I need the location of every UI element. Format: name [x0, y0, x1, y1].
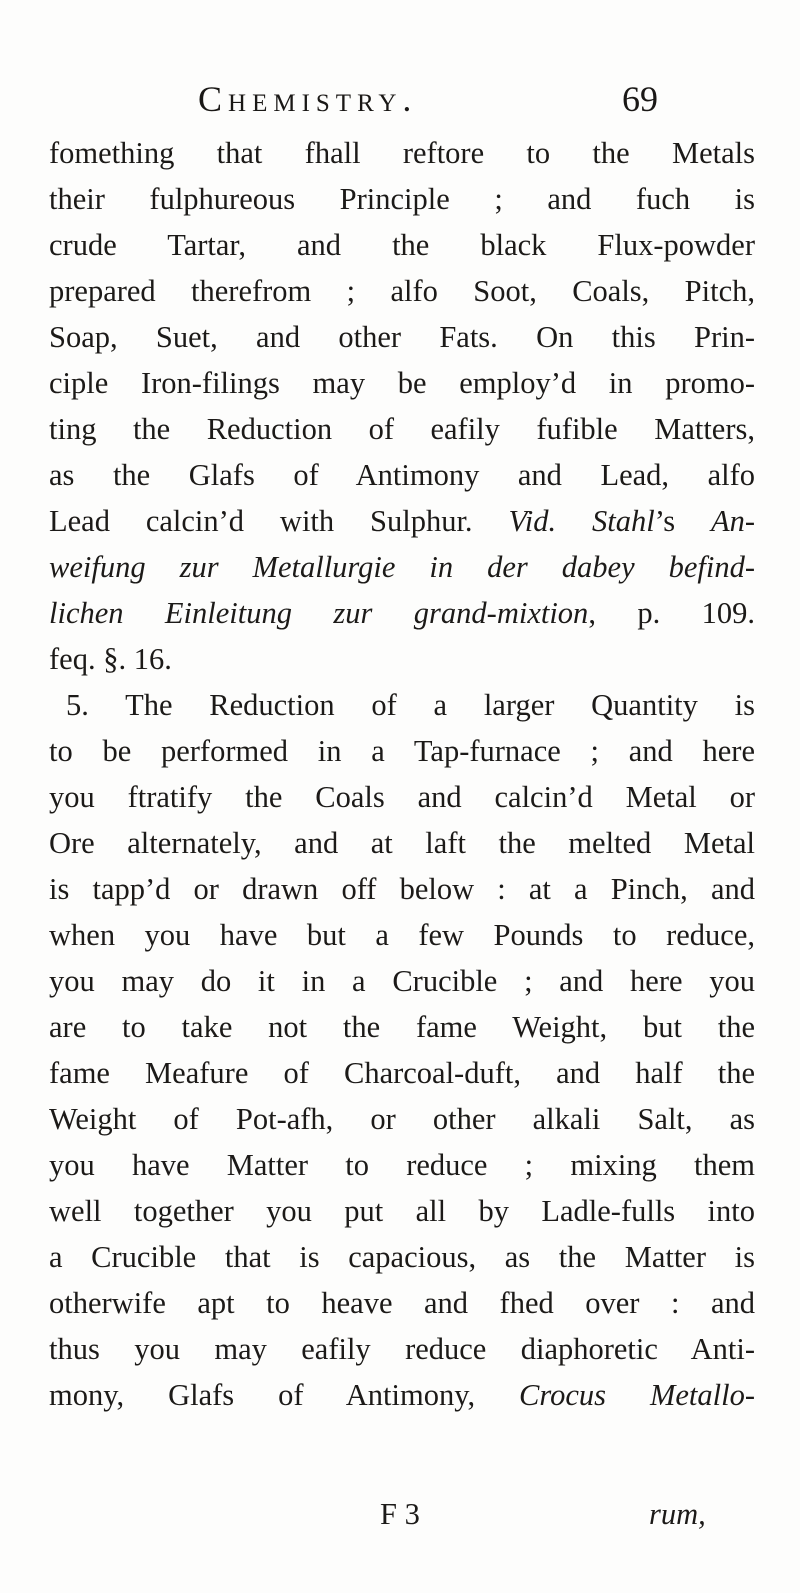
text-line: you have Matter to reduce ; mixing them — [49, 1148, 755, 1182]
page-number: 69 — [622, 79, 658, 119]
text-line: to be performed in a Tap-furnace ; and here — [49, 734, 755, 768]
text-roman: Lead calcin’d with Sulphur. — [49, 504, 509, 538]
text-line: Weight of Pot-afh, or other alkali Salt, as — [49, 1102, 755, 1136]
text-italic: Crocus Metallo- — [519, 1378, 756, 1412]
text-line: well together you put all by Ladle-fulls into — [49, 1194, 755, 1228]
text-line: are to take not the fame Weight, but the — [49, 1010, 755, 1044]
text-roman: , p. 109. — [588, 596, 755, 630]
text-roman: ’s — [654, 504, 711, 538]
text-italic: lichen Einleitung zur grand-mixtion — [49, 596, 589, 630]
text-line: their fulphureous Principle ; and fuch is — [49, 182, 755, 216]
text-line: a Crucible that is capacious, as the Matter is — [49, 1240, 755, 1274]
text-line: feq. §. 16. — [49, 642, 172, 676]
text-line: when you have but a few Pounds to reduce, — [49, 918, 755, 952]
text-italic: An- — [710, 504, 755, 538]
text-roman: mony, Glafs of Antimony, — [49, 1378, 520, 1412]
text-line: Soap, Suet, and other Fats. On this Prin- — [49, 320, 755, 354]
body-text — [49, 130, 755, 1418]
signature-mark: F 3 — [380, 1497, 420, 1531]
text-line — [49, 1372, 755, 1418]
page-footer — [49, 1497, 755, 1543]
text-line: thus you may eafily reduce diaphoretic Anti- — [49, 1332, 755, 1366]
page-header — [198, 78, 658, 130]
text-line: you ftratify the Coals and calcin’d Metal or — [49, 780, 755, 814]
text-line: fame Meafure of Charcoal-duft, and half the — [49, 1056, 755, 1090]
catchword: rum, — [649, 1497, 706, 1531]
text-line: prepared therefrom ; alfo Soot, Coals, Pitch, — [49, 274, 755, 308]
text-line: otherwife apt to heave and fhed over : and — [49, 1286, 755, 1320]
text-line: crude Tartar, and the black Flux-powder — [49, 228, 755, 262]
text-line: you may do it in a Crucible ; and here you — [49, 964, 755, 998]
running-head: Chemistry. — [198, 79, 418, 119]
text-line: weifung zur Metallurgie in der dabey befind- — [49, 550, 755, 584]
text-line: Ore alternately, and at laft the melted Metal — [49, 826, 755, 860]
text-line — [49, 498, 755, 544]
text-italic: Vid. Stahl — [508, 504, 655, 538]
text-line — [49, 590, 755, 636]
text-line: 5. The Reduction of a larger Quantity is — [66, 688, 755, 722]
text-line: ting the Reduction of eafily fufible Matters, — [49, 412, 755, 446]
text-line: ciple Iron-filings may be employ’d in promo- — [49, 366, 755, 400]
text-line: fomething that fhall reftore to the Metals — [49, 136, 755, 170]
text-line: is tapp’d or drawn off below : at a Pinch, and — [49, 872, 755, 906]
text-line: as the Glafs of Antimony and Lead, alfo — [49, 458, 755, 492]
